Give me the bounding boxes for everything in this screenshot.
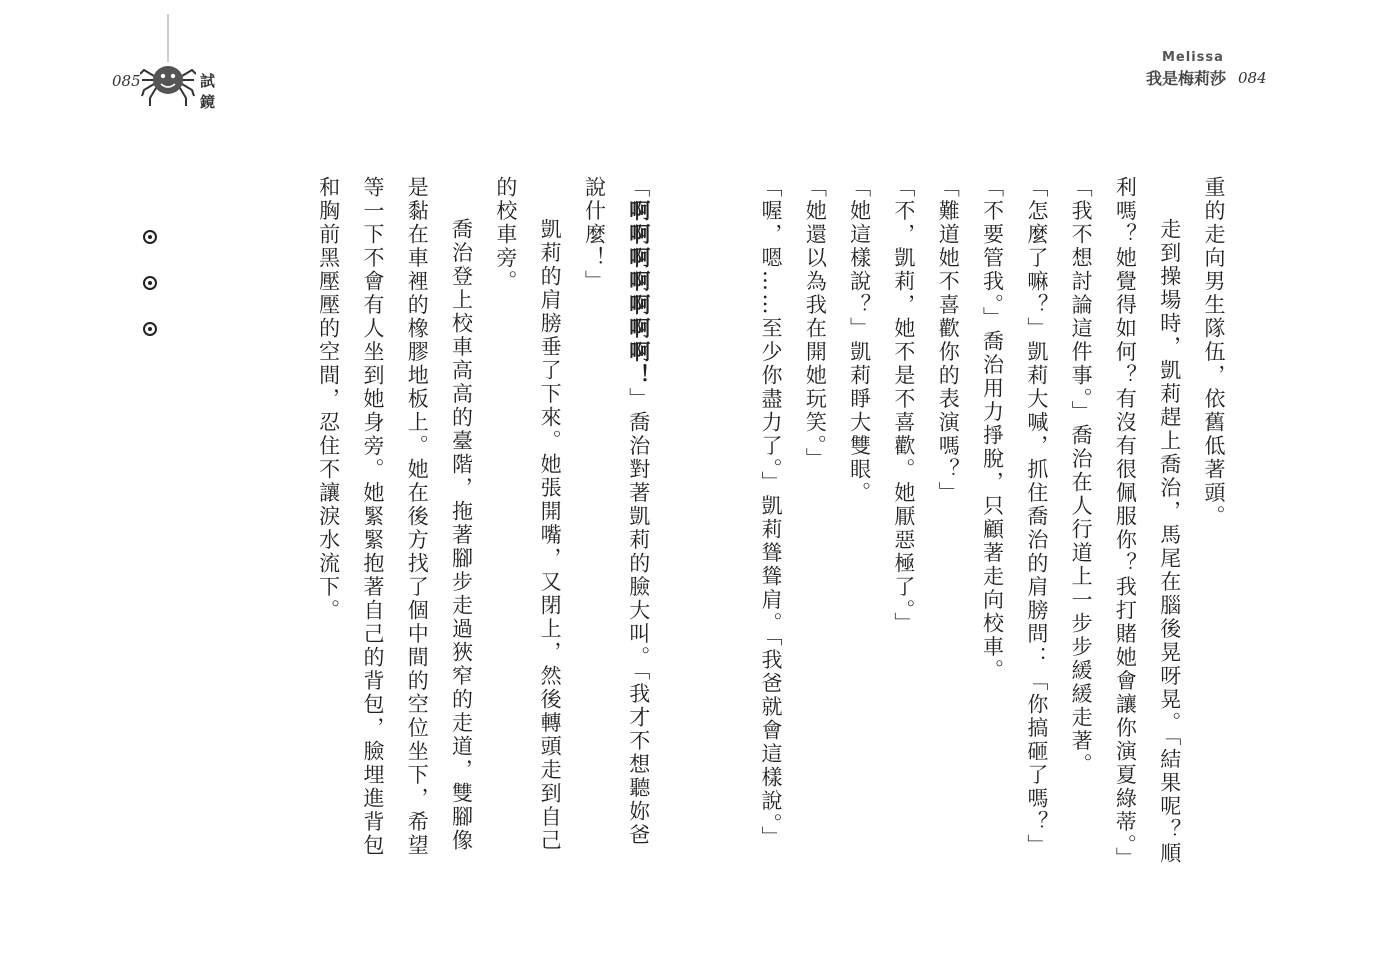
paragraph: 「不要管我。」喬治用力掙脫，只顧著走向校車。 [980,176,1005,683]
paragraph: 「她還以為我在開她玩笑。」 [803,176,828,471]
left-page-text [306,176,660,866]
shout-rest: 」喬治對著凱莉的臉大叫。「我才不想聽妳爸說什麼！」 [582,176,651,847]
paragraph-shout [572,176,661,866]
header-right [1140,50,1270,90]
page-number-left: 085 [112,72,141,90]
right-page-text [749,176,1236,871]
bullet-icon [143,230,157,244]
shout-text: 啊啊啊啊啊啊啊！ [626,199,652,388]
book-title-latin: Melissa [1162,50,1224,65]
bullet-icon [143,322,157,336]
body-text [236,176,1236,871]
spider-icon [140,14,196,110]
paragraph: 重的走向男生隊伍，依舊低著頭。 [1202,176,1226,529]
paragraph: 「她這樣說？」凱莉睜大雙眼。 [847,176,872,505]
bullet-icon [143,276,157,290]
paragraph: 凱莉的肩膀垂了下來。她張開嘴，又閉上，然後轉頭走到自己的校車旁。 [493,176,563,853]
section-break-marks [143,230,157,368]
paragraph: 「我不想討論這件事。」喬治在人行道上一步步緩緩走著。 [1069,176,1094,777]
paragraph: 「難道她不喜歡你的表演嗎？」 [936,176,961,505]
quote-open: 「 [626,176,651,200]
page-number-right: 084 [1238,69,1267,87]
paragraph: 「喔，嗯……至少你盡力了。」凱莉聳聳肩。「我爸就會這樣說。」 [759,176,784,850]
paragraph: 走到操場時，凱莉趕上喬治，馬尾在腦後晃呀晃。「結果呢？順利嗎？她覺得如何？有沒有很佩服你？我打賭她會讓你演夏綠蒂。」 [1113,176,1182,871]
chapter-title: 試鏡 [200,72,216,111]
paragraph: 「不，凱莉，她不是不喜歡。她厭惡極了。」 [891,176,916,636]
paragraph: 喬治登上校車高高的臺階，拖著腳步走過狹窄的走道，雙腳像是黏在車裡的橡膠地板上。她在後方找了個中間的空位坐下，希望等一下不會有人坐到她身旁。她緊緊抱著自己的背包，臉埋進背包和胸前黑壓壓的空間，忍住不讓淚水流下。 [316,176,474,858]
paragraph: 「怎麼了嘛？」凱莉大喊，抓住喬治的肩膀問：「你搞砸了嗎？」 [1024,176,1049,858]
book-title: 我是梅莉莎 [1146,69,1227,88]
